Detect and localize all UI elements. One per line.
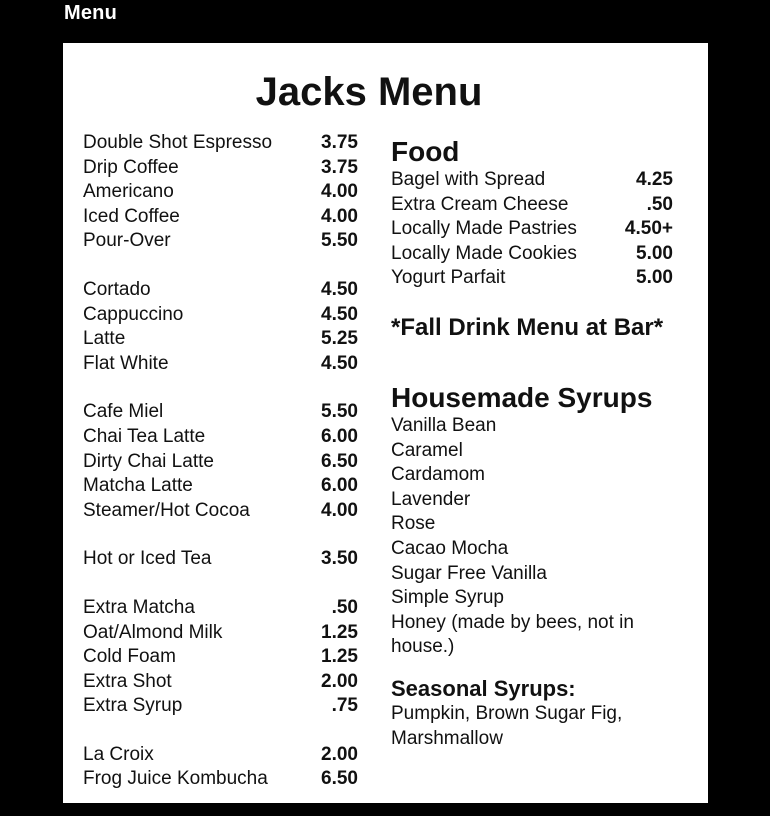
menu-item-price: 5.50 <box>321 230 358 252</box>
menu-item-name: Drip Coffee <box>83 156 179 178</box>
syrup-item: Cacao Mocha <box>391 537 509 559</box>
menu-title: Jacks Menu <box>255 70 483 114</box>
menu-item-price: 6.50 <box>321 450 358 472</box>
menu-item-name: Cortado <box>83 278 151 300</box>
menu-item-name: Extra Syrup <box>83 695 183 717</box>
menu-item-row <box>83 131 358 156</box>
syrup-item: Honey (made by bees, not in house.) <box>391 611 634 658</box>
menu-item-name: Hot or Iced Tea <box>83 548 212 570</box>
menu-item-price: 1.25 <box>321 621 358 643</box>
menu-item-row <box>83 352 358 377</box>
drink-group <box>83 131 358 254</box>
menu-item-price: 4.00 <box>321 205 358 227</box>
food-item-name: Locally Made Pastries <box>391 218 577 240</box>
menu-item-row <box>83 425 358 450</box>
menu-item-name: Extra Matcha <box>83 596 195 618</box>
syrup-item: Simple Syrup <box>391 587 504 609</box>
syrup-item: Vanilla Bean <box>391 414 497 436</box>
menu-item-price: 5.50 <box>321 401 358 423</box>
food-item-row <box>391 217 701 242</box>
menu-item-name: Steamer/Hot Cocoa <box>83 499 250 521</box>
seasonal-syrups-title: Seasonal Syrups: <box>391 675 576 701</box>
menu-item-row <box>83 621 358 646</box>
food-item-price: 4.50+ <box>624 218 673 240</box>
menu-item-name: La Croix <box>83 743 154 765</box>
menu-item-price: 6.00 <box>321 475 358 497</box>
menu-item-price: .75 <box>331 695 358 717</box>
menu-item-row <box>83 499 358 524</box>
menu-item-row <box>83 205 358 230</box>
menu-item-price: 2.00 <box>321 743 358 765</box>
menu-item-row <box>83 180 358 205</box>
food-section-title: Food <box>391 136 460 167</box>
food-list <box>391 168 701 291</box>
menu-item-price: 1.25 <box>321 646 358 668</box>
menu-item-name: Americano <box>83 181 174 203</box>
syrups-section-title: Housemade Syrups <box>391 381 653 413</box>
food-item-name: Bagel with Spread <box>391 169 546 190</box>
menu-item-name: Flat White <box>83 352 169 374</box>
menu-item-price: 4.50 <box>321 278 358 300</box>
menu-item-row <box>83 303 358 328</box>
menu-item-price: 2.00 <box>321 670 358 692</box>
seasonal-syrups-text: Pumpkin, Brown Sugar Fig, Marshmallow <box>391 702 623 749</box>
menu-item-row <box>83 474 358 499</box>
menu-item-name: Latte <box>83 328 126 350</box>
food-item-price: 5.00 <box>636 242 673 264</box>
food-item-row <box>391 168 701 193</box>
drink-group <box>83 743 358 792</box>
food-item-row <box>391 242 701 267</box>
food-item-price: .50 <box>646 193 673 215</box>
menu-item-row <box>83 229 358 254</box>
menu-item-row <box>83 327 358 352</box>
menu-item-price: 3.75 <box>321 132 358 153</box>
menu-item-row <box>83 645 358 670</box>
syrup-item: Lavender <box>391 488 471 510</box>
menu-item-name: Pour-Over <box>83 230 171 252</box>
menu-item-name: Extra Shot <box>83 670 172 692</box>
food-item-name: Locally Made Cookies <box>391 242 577 264</box>
menu-item-row <box>83 670 358 695</box>
menu-item-name: Dirty Chai Latte <box>83 450 214 472</box>
food-item-name: Yogurt Parfait <box>391 267 506 289</box>
fall-menu-note: *Fall Drink Menu at Bar* <box>391 313 664 341</box>
menu-item-price: 5.25 <box>321 328 358 350</box>
syrup-item: Cardamom <box>391 464 485 486</box>
menu-item-name: Cafe Miel <box>83 401 164 423</box>
food-item-name: Extra Cream Cheese <box>391 193 569 215</box>
drinks-column <box>83 131 358 816</box>
menu-item-price: 6.00 <box>321 425 358 447</box>
menu-item-name: Matcha Latte <box>83 475 193 497</box>
menu-item-price: 4.00 <box>321 181 358 203</box>
food-item-price: 5.00 <box>636 267 673 289</box>
menu-item-row <box>83 694 358 719</box>
menu-item-name: Chai Tea Latte <box>83 425 206 447</box>
menu-item-price: .50 <box>331 596 358 618</box>
menu-item-row <box>83 156 358 181</box>
menu-item-name: Frog Juice Kombucha <box>83 768 268 790</box>
menu-item-name: Double Shot Espresso <box>83 132 273 153</box>
syrup-list <box>391 414 701 660</box>
menu-item-name: Cold Foam <box>83 646 176 668</box>
syrup-item: Sugar Free Vanilla <box>391 562 547 584</box>
food-item-row <box>391 266 701 291</box>
drink-group <box>83 278 358 376</box>
menu-item-price: 6.50 <box>321 768 358 790</box>
menu-item-name: Cappuccino <box>83 303 184 325</box>
drink-group <box>83 547 358 572</box>
menu-item-row <box>83 596 358 621</box>
food-item-row <box>391 193 701 218</box>
right-column <box>391 136 701 751</box>
menu-item-name: Iced Coffee <box>83 205 180 227</box>
page-header-title: Menu <box>64 2 118 24</box>
menu-item-price: 3.50 <box>321 548 358 570</box>
menu-card <box>63 43 708 803</box>
syrup-item: Rose <box>391 513 436 535</box>
food-item-price: 4.25 <box>636 169 673 190</box>
menu-item-row <box>83 400 358 425</box>
menu-item-price: 3.75 <box>321 156 358 178</box>
menu-item-row <box>83 450 358 475</box>
syrup-item: Caramel <box>391 439 463 461</box>
menu-item-row <box>83 743 358 768</box>
menu-item-row <box>83 767 358 792</box>
menu-item-price: 4.50 <box>321 303 358 325</box>
menu-item-name: Oat/Almond Milk <box>83 621 223 643</box>
menu-item-row <box>83 547 358 572</box>
menu-item-row <box>83 278 358 303</box>
menu-item-price: 4.00 <box>321 499 358 521</box>
drink-group <box>83 596 358 719</box>
menu-item-price: 4.50 <box>321 352 358 374</box>
drink-group <box>83 400 358 523</box>
